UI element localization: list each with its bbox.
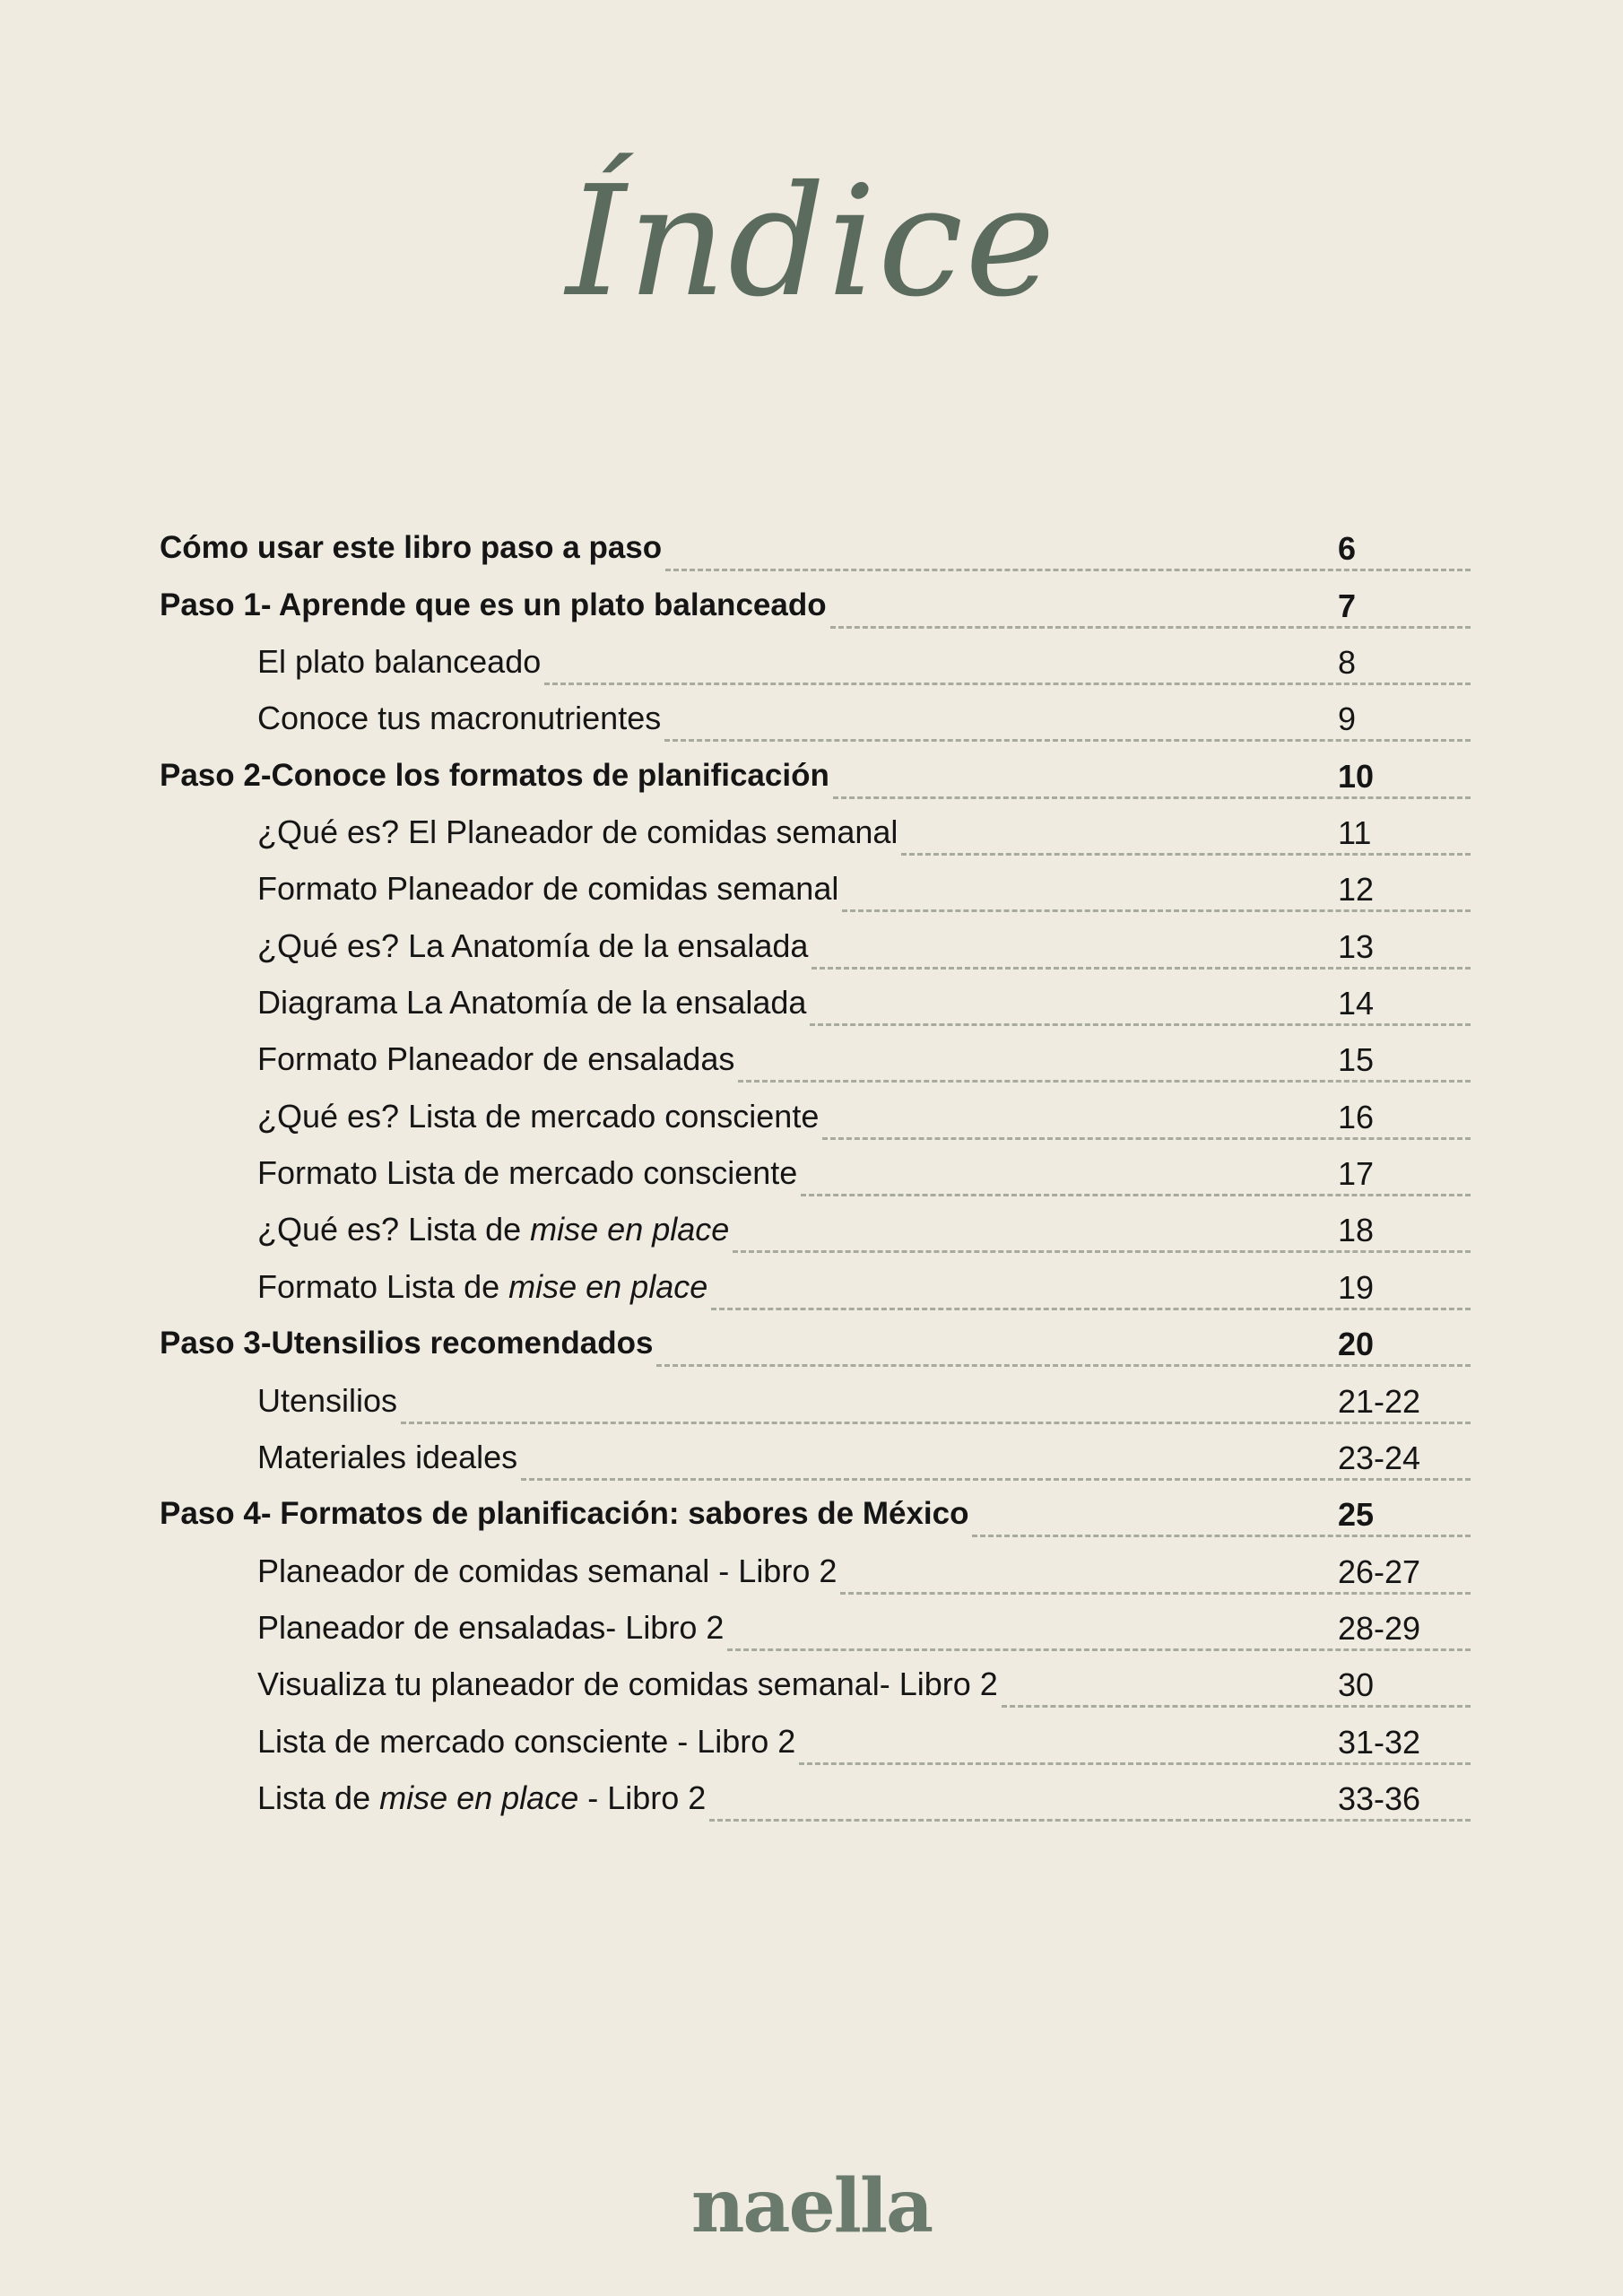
page-number: 12 [1338,871,1375,909]
entry-title-text: Paso 1- Aprende que es un plato balanceado [160,587,827,622]
toc-subsection-entry[interactable] [160,1145,1471,1202]
table-of-contents [160,520,1471,1827]
toc-subsection-entry[interactable] [160,1770,1471,1827]
toc-subsection-entry[interactable] [160,1600,1471,1657]
page-number: 30 [1338,1666,1375,1704]
entry-title-text: ¿Qué es? La Anatomía de la ensalada [257,926,809,964]
entry-title [257,1779,706,1827]
dotted-leader [801,1194,1471,1196]
toc-section-entry[interactable] [160,577,1471,633]
page-number: 23-24 [1338,1439,1421,1476]
entry-title [257,1552,837,1600]
page-number: 7 [1338,587,1357,624]
entry-title [257,1665,998,1713]
entry-title [257,1438,517,1486]
page-number: 26-27 [1338,1552,1421,1590]
dotted-leader [664,739,1471,742]
entry-title-suffix: - Libro 2 [578,1779,707,1816]
toc-subsection-entry[interactable] [160,1202,1471,1258]
entry-title [257,699,661,747]
page-number: 19 [1338,1268,1375,1306]
toc-subsection-entry[interactable] [160,1657,1471,1713]
entry-title-italic: mise en place [508,1267,708,1305]
toc-subsection-entry[interactable] [160,1372,1471,1429]
entry-title [257,1267,707,1316]
entry-title [257,813,898,861]
entry-title-text: Lista de mercado consciente - Libro 2 [257,1722,796,1760]
toc-subsection-entry[interactable] [160,1088,1471,1144]
toc-subsection-entry[interactable] [160,1713,1471,1770]
toc-section-entry[interactable] [160,1316,1471,1372]
entry-title-text: Formato Lista de mercado consciente [257,1154,798,1192]
entry-title [257,1722,795,1770]
page-number: 11 [1338,814,1372,852]
page-number: 9 [1338,700,1357,738]
entry-title-text: Lista de [257,1779,380,1816]
entry-title-text: ¿Qué es? Lista de [257,1211,531,1248]
dotted-leader [709,1819,1471,1822]
entry-title-text: Planeador de ensaladas- Libro 2 [257,1608,725,1646]
entry-title-italic: mise en place [379,1779,579,1816]
toc-subsection-entry[interactable] [160,1543,1471,1599]
page-number: 6 [1338,530,1357,568]
page-number: 17 [1338,1155,1375,1193]
toc-subsection-entry[interactable] [160,691,1471,747]
entry-title [257,869,838,918]
toc-section-entry[interactable] [160,747,1471,804]
entry-title [257,926,808,975]
dotted-leader [810,1023,1471,1026]
entry-title [160,756,829,804]
dotted-leader [544,683,1471,685]
entry-title-text: ¿Qué es? El Planeador de comidas semanal [257,813,898,851]
page-number: 15 [1338,1041,1375,1079]
dotted-leader [738,1080,1471,1083]
toc-subsection-entry[interactable] [160,1031,1471,1088]
entry-title-text: Materiales ideales [257,1438,518,1475]
toc-subsection-entry[interactable] [160,975,1471,1031]
page-number: 8 [1338,644,1357,682]
brand-logo: naella [690,2163,933,2249]
entry-title [160,528,662,577]
entry-title [160,1494,968,1543]
entry-title-text: Paso 3-Utensilios recomendados [160,1326,654,1361]
page-number: 25 [1338,1496,1375,1534]
entry-title-italic: mise en place [530,1211,730,1248]
dotted-leader [840,1592,1471,1595]
dotted-leader [812,967,1471,970]
entry-title-text: Conoce tus macronutrientes [257,700,662,737]
entry-title [257,1608,724,1657]
entry-title [257,1039,734,1088]
dotted-leader [822,1137,1471,1140]
dotted-leader [521,1478,1471,1481]
page-number: 13 [1338,927,1375,965]
page-number: 10 [1338,757,1375,795]
entry-title [160,1324,653,1372]
entry-title-text: Planeador de comidas semanal - Libro 2 [257,1552,838,1589]
entry-title [257,1381,397,1430]
page-number: 33-36 [1338,1779,1421,1817]
entry-title-text: Diagrama La Anatomía de la ensalada [257,984,807,1022]
dotted-leader [799,1762,1471,1765]
dotted-leader [401,1422,1471,1424]
entry-title-text: Cómo usar este libro paso a paso [160,530,663,566]
entry-title-text: Paso 4- Formatos de planificación: sabores de México [160,1496,969,1532]
entry-title-text: Utensilios [257,1381,398,1419]
dotted-leader [733,1250,1471,1253]
dotted-leader [727,1648,1471,1651]
dotted-leader [842,909,1471,912]
entry-title-text: El plato balanceado [257,643,542,681]
toc-subsection-entry[interactable] [160,634,1471,691]
toc-subsection-entry[interactable] [160,918,1471,974]
entry-title-text: Paso 2-Conoce los formatos de planificación [160,757,829,793]
dotted-leader [665,569,1471,571]
entry-title [257,983,806,1031]
entry-title [257,642,541,691]
page-number: 18 [1338,1212,1375,1249]
dotted-leader [830,626,1471,629]
page-number: 31-32 [1338,1723,1421,1761]
entry-title [257,1210,729,1258]
page-number: 16 [1338,1098,1375,1135]
page-number: 28-29 [1338,1609,1421,1647]
dotted-leader [833,796,1471,799]
entry-title-text: Formato Planeador de ensaladas [257,1040,735,1078]
dotted-leader [711,1308,1471,1310]
entry-title-text: Formato Planeador de comidas semanal [257,870,839,908]
entry-title [160,586,827,634]
entry-title [257,1153,797,1202]
dotted-leader [901,853,1471,856]
entry-title-text: Formato Lista de [257,1267,509,1305]
page-number: 14 [1338,985,1375,1022]
toc-subsection-entry[interactable] [160,804,1471,861]
page-title: Índice [566,153,1057,331]
page-number: 20 [1338,1326,1375,1363]
toc-section-entry[interactable] [160,520,1471,577]
dotted-leader [1002,1705,1471,1708]
toc-subsection-entry[interactable] [160,1430,1471,1486]
page-number: 21-22 [1338,1382,1421,1420]
toc-subsection-entry[interactable] [160,861,1471,918]
entry-title-text: ¿Qué es? Lista de mercado consciente [257,1097,820,1135]
toc-section-entry[interactable] [160,1486,1471,1543]
dotted-leader [972,1535,1471,1537]
entry-title-text: Visualiza tu planeador de comidas semanal- Libro 2 [257,1665,998,1703]
toc-subsection-entry[interactable] [160,1258,1471,1315]
dotted-leader [656,1364,1471,1367]
entry-title [257,1097,819,1145]
